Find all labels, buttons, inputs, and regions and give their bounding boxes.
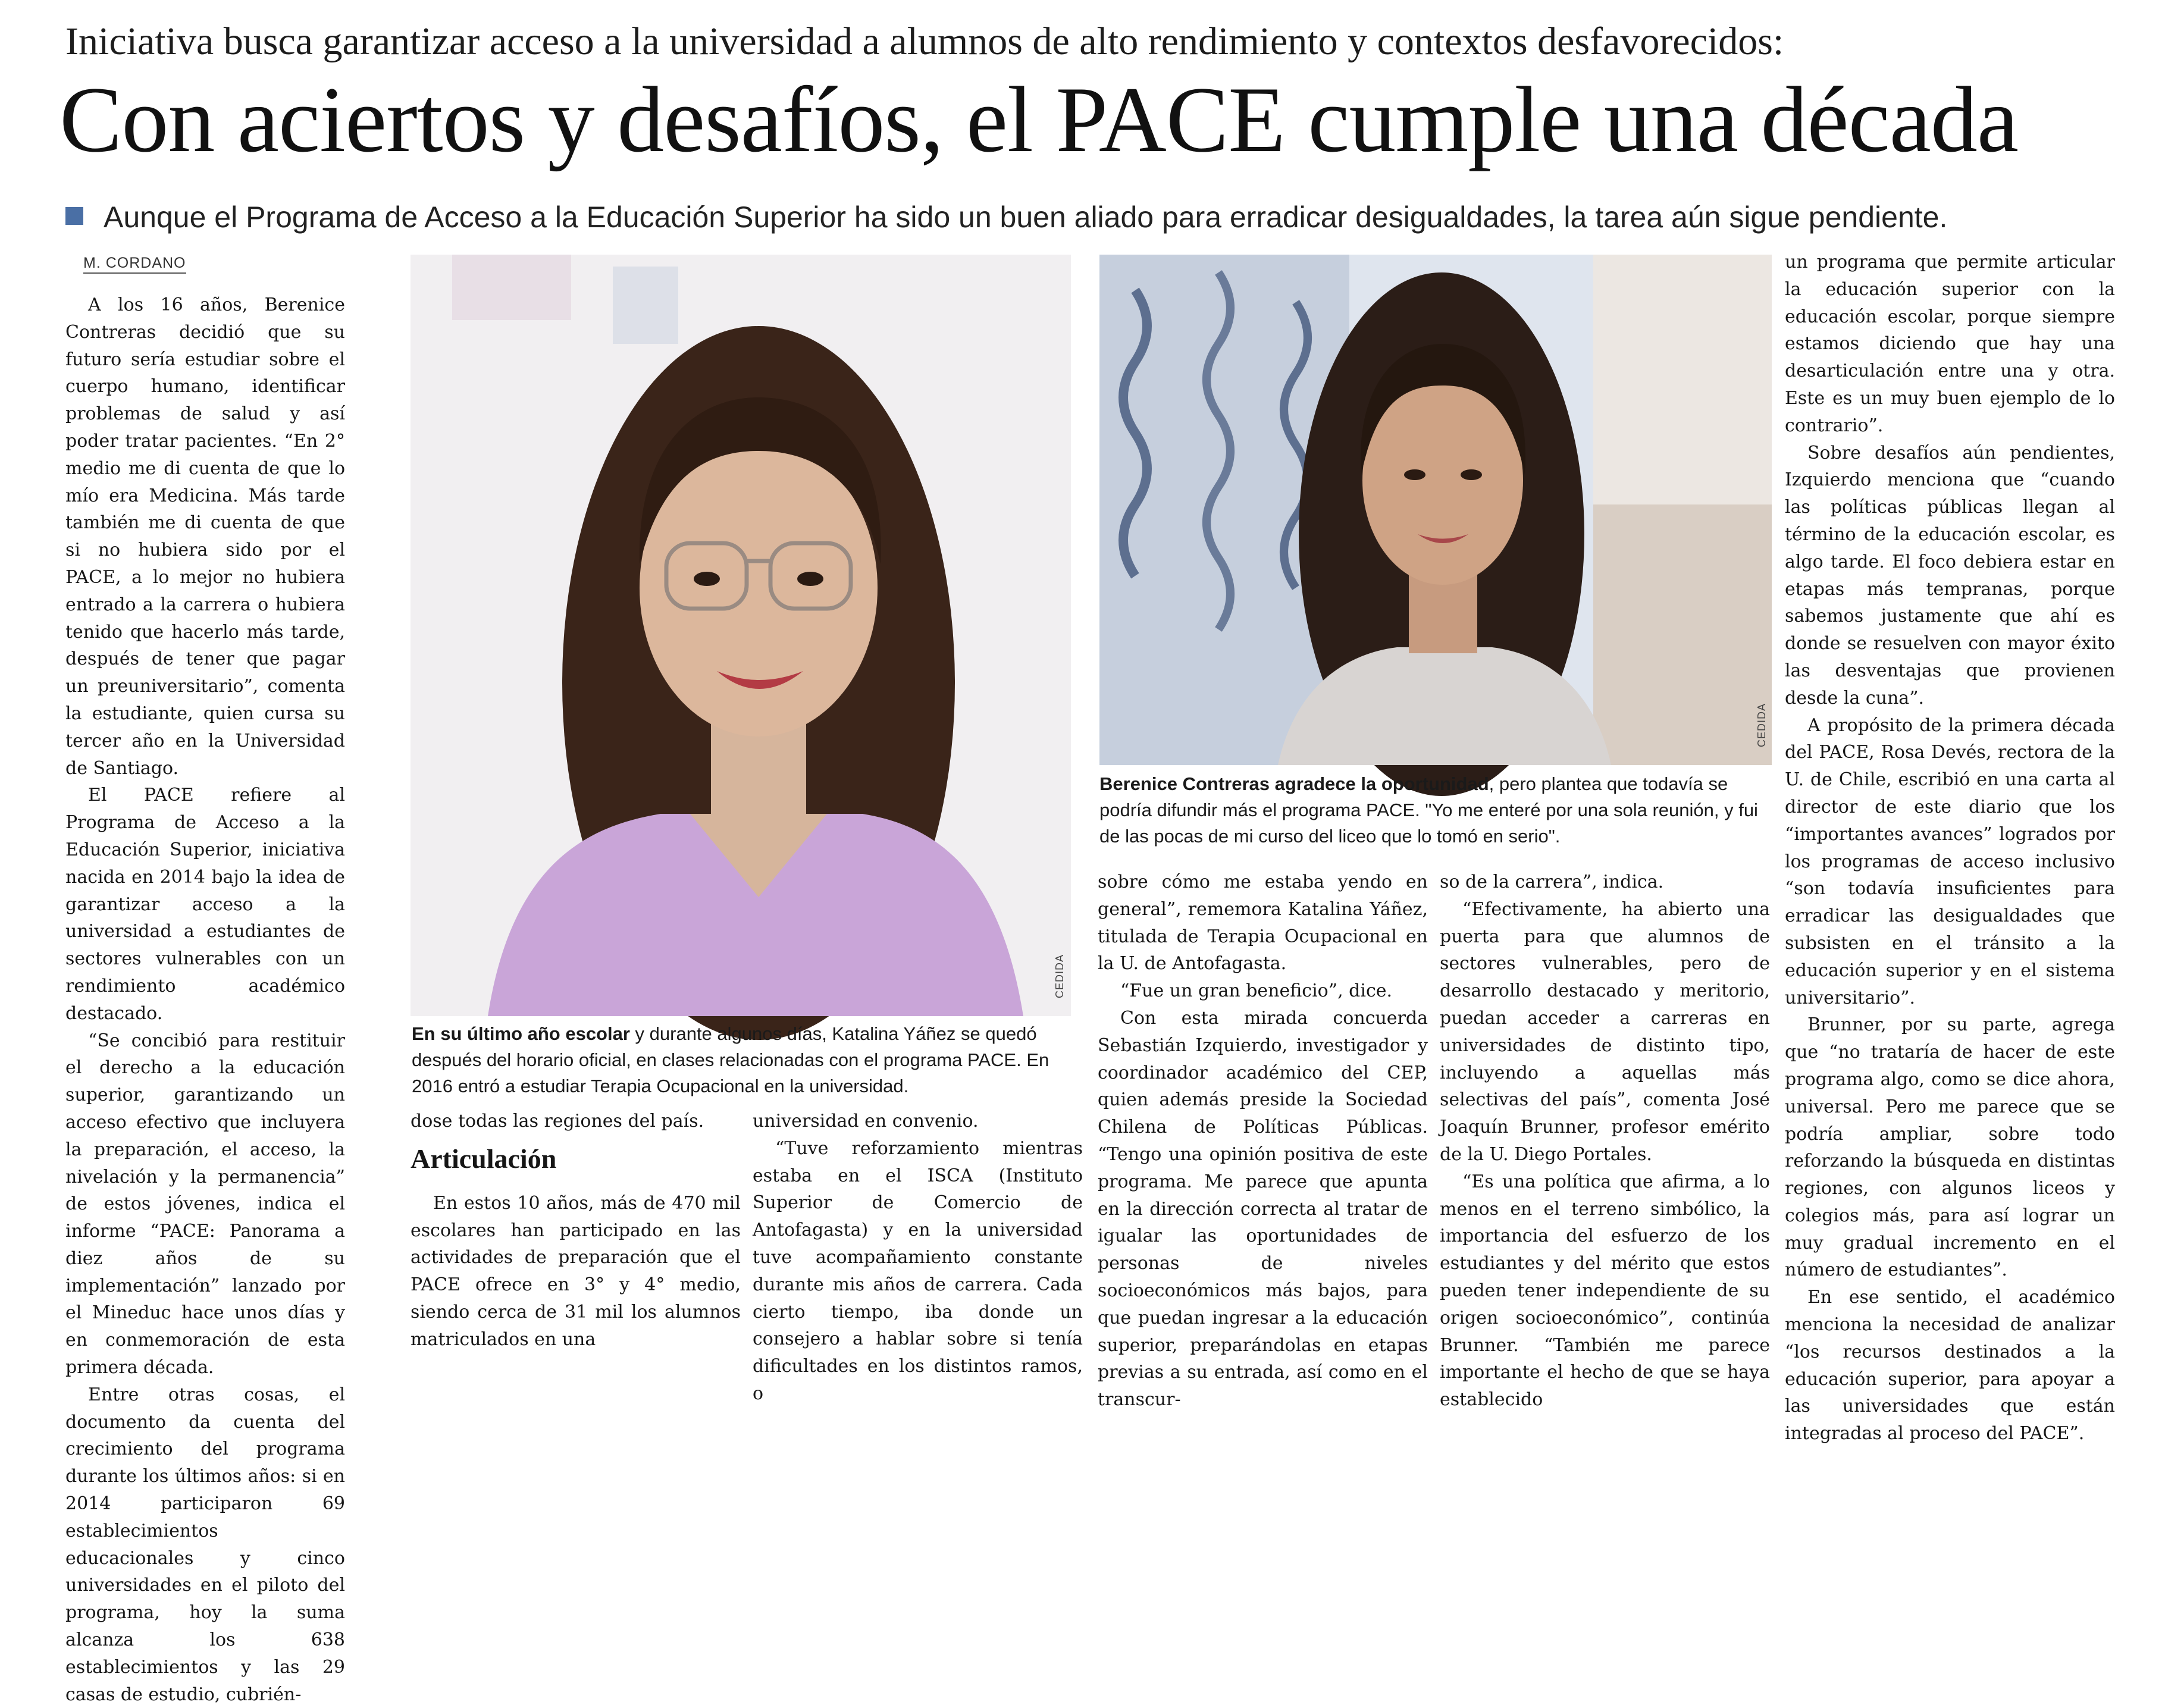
article-column-4	[1098, 869, 1428, 1411]
article-column-5	[1440, 869, 1770, 1411]
paragraph: dose todas las regiones del país.	[411, 1111, 704, 1132]
paragraph: “Tuve reforzamiento mientras estaba en el ISCA (Instituto Superior de Comercio de Antofagasta) y en la universidad tuve acompañamiento constante durante mis años de carrera. Cada cierto tiempo, iba donde un consejero a hablar sobre si tenía dificultades en los distintos ramos, o	[753, 1137, 1083, 1404]
portrait-illustration	[1099, 255, 1772, 765]
deck-bullet-icon	[65, 207, 83, 225]
photo-caption-1	[412, 1021, 1072, 1099]
photo-berenice-contreras	[1099, 255, 1772, 765]
paragraph: A los 16 años, Berenice Contreras decidió que su futuro sería estudiar sobre el cuerpo humano, identificar problemas de salud y así poder tratar pacientes. “En 2° medio me di cuenta de que lo mío era Medicina. Más tarde también me di cuenta de que si no hubiera sido por el PACE, a lo mejor no hubiera entrado a la carrera o hubiera tenido que hacerlo más tarde, después de tener que pagar un preuniversitario”, comenta la estudiante, quien cursa su tercer año en la Universidad de Santiago.	[65, 294, 345, 779]
paragraph: sobre cómo me estaba yendo en general”, rememora Katalina Yáñez, titulada de Terapia Ocupacional en la U. de Antofagasta.	[1098, 872, 1428, 974]
portrait-illustration	[411, 255, 1071, 1016]
paragraph: Sobre desafíos aún pendientes, Izquierdo menciona que “cuando las políticas públicas llegan al término de la educación escolar, es algo tarde. El foco debiera estar en etapas más tempranas, porque sabemos justamente que ahí es donde se resuelven con mayor éxito las desventajas que provienen desde la cuna”.	[1785, 442, 2115, 709]
section-heading: Articulación	[411, 1143, 557, 1174]
photo-caption-2	[1099, 771, 1772, 850]
paragraph: Con esta mirada concuerda Sebastián Izquierdo, investigador y coordinador académico del CEP, quien además preside la Sociedad Chilena de Políticas Públicas. “Tengo una opinión positiva de este programa. Me parece que apunta en la dirección correcta al tratar de igualar las oportunidades de personas de niveles socioeconómicos más bajos, para que puedan ingresar a la educación superior, preparándolas en etapas previas a su entrada, así como en el transcur-	[1098, 1007, 1428, 1411]
paragraph: “Fue un gran beneficio”, dice.	[1120, 980, 1393, 1002]
deck-text: Aunque el Programa de Acceso a la Educación Superior ha sido un buen aliado para erradicar desigualdades, la tarea aún sigue pendiente.	[104, 200, 1948, 234]
article-column-1	[65, 292, 345, 1705]
photo-credit: CEDIDA	[1054, 954, 1066, 998]
paragraph: Entre otras cosas, el documento da cuenta del crecimiento del programa durante los últimos años: si en 2014 participaron 69 establecimientos educacionales y cinco universidades en el piloto del programa, hoy la suma alcanza los 638 establecimientos y las 29 casas de estudio, cubrién-	[65, 1384, 345, 1705]
paragraph: Brunner, por su parte, agrega que “no trataría de hacer de este programa algo, como se dice ahora, universal. Pero me parece que se podría ampliar, sobre todo reforzando la búsqueda en distintas regiones, con algunos liceos y colegios más, para así lograr un muy gradual incremento en el número de estudiantes”.	[1785, 1014, 2115, 1281]
caption-text: y durante algunos días, Katalina Yáñez se quedó después del horario oficial, en clases relacionadas con el programa PACE. En 2016 entró a estudiar Terapia Ocupacional en la universidad.	[412, 1023, 1049, 1096]
paragraph: “Se concibió para restituir el derecho a la educación superior, garantizando un acceso efectivo que incluyera la preparación, el acceso, la nivelación y la permanencia” de estos jóvenes, indica el informe “PACE: Panorama a diez años de su implementación” lanzado por el Mineduc hace unos días y en conmemoración de esta primera década.	[65, 1030, 345, 1378]
photo-credit: CEDIDA	[1756, 703, 1768, 747]
paragraph: A propósito de la primera década del PACE, Rosa Devés, rectora de la U. de Chile, escribió en una carta al director de este diario que los “importantes avances” logrados por los programas de acceso inclusivo “son todavía insuficientes para erradicar las desigualdades que subsisten en el tránsito a la educación superior y en el sistema universitario”.	[1785, 714, 2115, 1008]
paragraph: El PACE refiere al Programa de Acceso a la Educación Superior, iniciativa nacida en 2014 bajo la idea de garantizar acceso a la universidad a estudiantes de sectores vulnerables con un rendimiento académico destacado.	[65, 785, 345, 1024]
article-column-6	[1785, 249, 2115, 1444]
caption-lead: En su último año escolar	[412, 1023, 630, 1044]
deck	[65, 196, 2130, 238]
caption-lead: Berenice Contreras agradece la oportunidad	[1099, 773, 1489, 794]
paragraph: En ese sentido, el académico menciona la necesidad de analizar “los recursos destinados a la educación superior, para apoyar a las universidades que están integradas al proceso del PACE”.	[1785, 1287, 2115, 1444]
paragraph: “Efectivamente, ha abierto una puerta para que alumnos de sectores vulnerables, pero de desarrollo destacado y meritorio, puedan acceder a carreras en universidades de distinto tipo, incluyendo a aquellas más selectivas del país”, comenta José Joaquín Brunner, profesor emérito de la U. Diego Portales.	[1440, 898, 1770, 1165]
paragraph: “Es una política que afirma, a lo menos en el terreno simbólico, la importancia del esfuerzo de los estudiantes y del mérito que estos pueden tener independiente de su origen socioeconómico”, continúa Brunner. “También me parece importante el hecho de que se haya establecido	[1440, 1171, 1770, 1411]
byline: M. CORDANO	[83, 255, 186, 274]
paragraph: universidad en convenio.	[753, 1111, 979, 1132]
paragraph: En estos 10 años, más de 470 mil escolares han participado en las actividades de preparación que el PACE ofrece en 3° y 4° medio, siendo cerca de 31 mil los alumnos matriculados en una	[411, 1192, 741, 1350]
paragraph: so de la carrera”, indica.	[1440, 872, 1664, 892]
article-column-3	[753, 1108, 1083, 1404]
article-column-2	[411, 1108, 741, 1393]
caption-text: , pero plantea que todavía se podría difundir más el programa PACE. "Yo me enteré por una sola reunión, y fui de las pocas de mi curso del liceo que lo tomó en serio".	[1099, 773, 1758, 847]
kicker: Iniciativa busca garantizar acceso a la universidad a alumnos de alto rendimiento y contextos desfavorecidos:	[65, 20, 1784, 63]
headline: Con aciertos y desafíos, el PACE cumple una década	[59, 68, 2018, 172]
paragraph: un programa que permite articular la educación superior con la educación escolar, porque siempre estamos diciendo que hay una desarticulación entre una y otra. Este es un muy buen ejemplo de lo contrario”.	[1785, 252, 2115, 436]
photo-katalina-yanez	[411, 255, 1071, 1016]
